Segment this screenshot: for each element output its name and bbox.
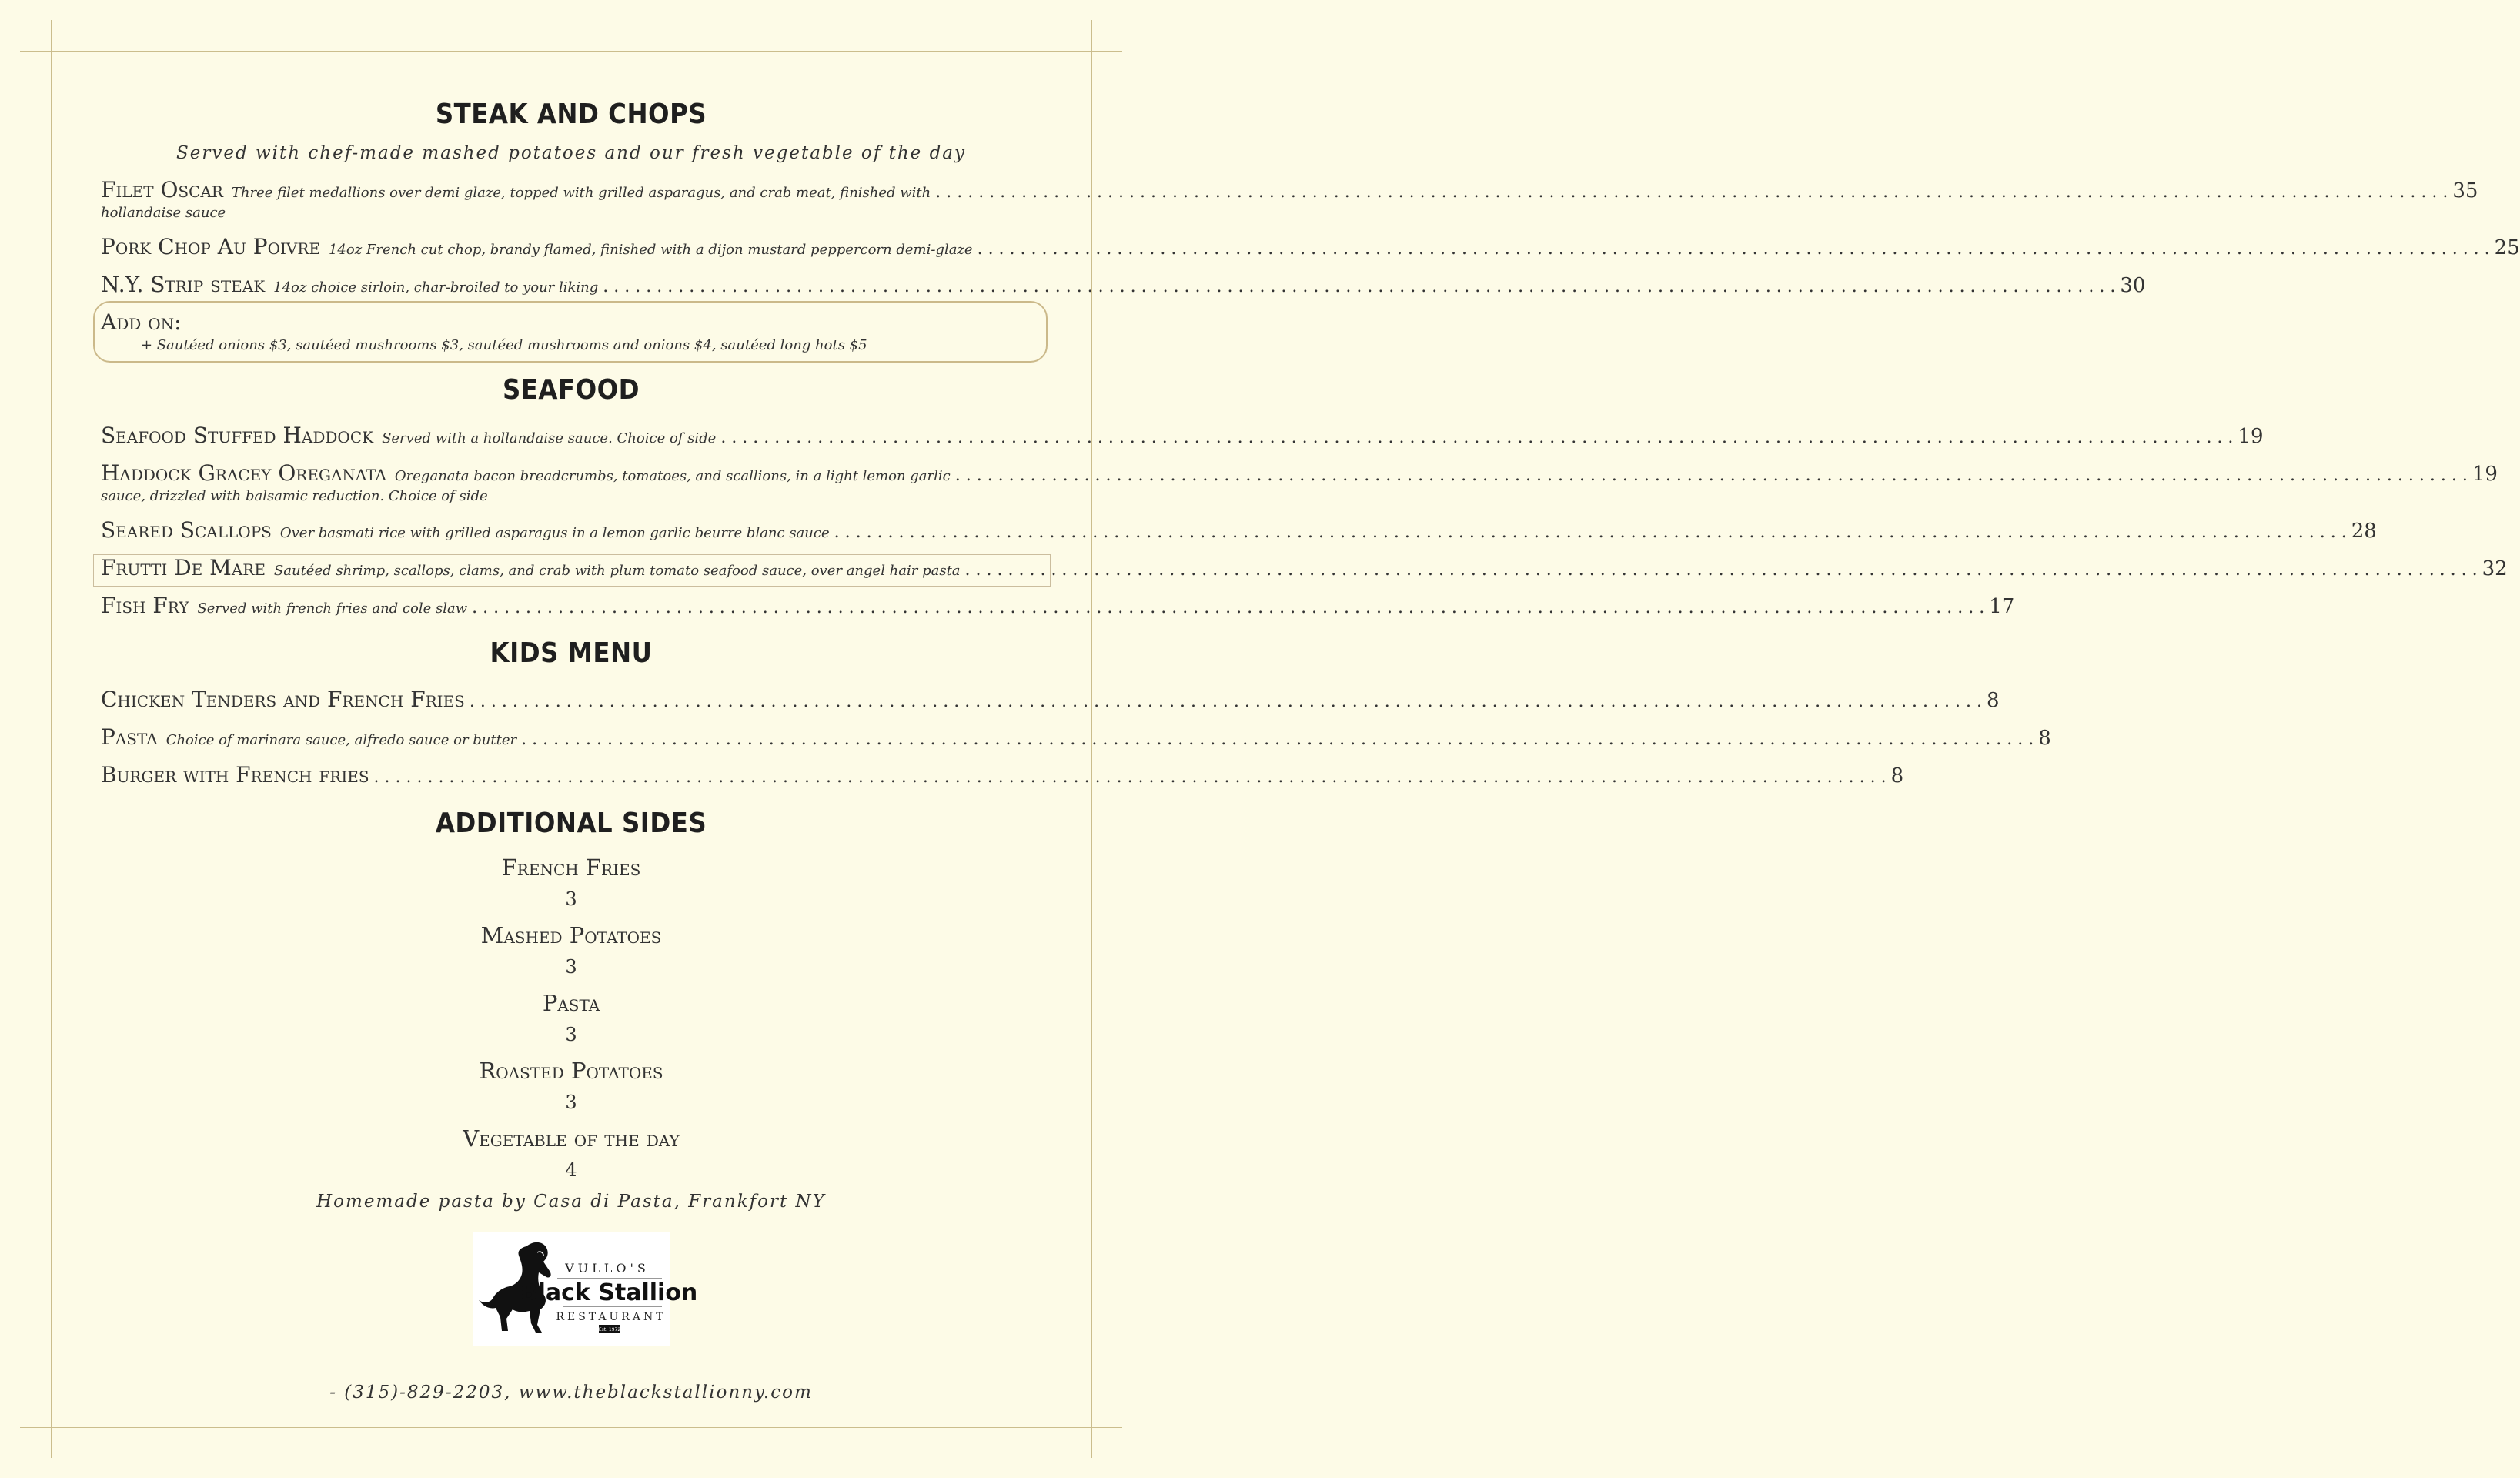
side-item bbox=[0, 1058, 1142, 1113]
item-price: 19 bbox=[2472, 463, 2498, 486]
item-price: 28 bbox=[2351, 520, 2377, 543]
item-description: 14oz French cut chop, brandy flamed, finished with a dijon mustard peppercorn demi-glaze bbox=[328, 242, 973, 258]
item-name: Haddock Gracey Oreganata bbox=[101, 460, 386, 486]
menu-item bbox=[101, 593, 2015, 618]
menu-item bbox=[101, 234, 2520, 259]
item-description-continued: sauce, drizzled with balsamic reduction. Choice of side bbox=[101, 488, 488, 504]
menu-item bbox=[101, 762, 1904, 787]
stallion-icon bbox=[473, 1232, 698, 1346]
item-price: 19 bbox=[2238, 425, 2264, 448]
item-name: Filet Oscar bbox=[101, 177, 223, 202]
item-description: Three filet medallions over demi glaze, topped with grilled asparagus, and crab meat, finished with bbox=[231, 185, 931, 201]
item-description: Served with a hollandaise sauce. Choice of side bbox=[382, 430, 717, 446]
dot-leader bbox=[978, 239, 2490, 259]
item-name: Fish Fry bbox=[101, 593, 189, 618]
menu-item bbox=[101, 177, 2478, 202]
side-item bbox=[0, 854, 1142, 910]
item-name: Pasta bbox=[101, 724, 158, 750]
dot-leader bbox=[720, 428, 2233, 447]
dot-leader bbox=[521, 730, 2034, 749]
addon-text: + Sautéed onions $3, sautéed mushrooms $3, sautéed mushrooms and onions $4, sautéed long hots $5 bbox=[141, 337, 867, 353]
side-price: 3 bbox=[565, 956, 577, 978]
side-item bbox=[0, 922, 1142, 978]
item-price: 8 bbox=[1890, 764, 1904, 787]
item-description-continued: hollandaise sauce bbox=[101, 205, 226, 221]
side-item bbox=[0, 1125, 1142, 1181]
item-price: 17 bbox=[1989, 595, 2015, 618]
addon-box bbox=[93, 301, 1048, 363]
side-name: Pasta bbox=[542, 990, 600, 1016]
side-name: French Fries bbox=[501, 854, 641, 881]
section-title-seafood: SEAFOOD bbox=[502, 374, 640, 406]
item-description: Oreganata bacon breadcrumbs, tomatoes, and scallions, in a light lemon garlic bbox=[394, 468, 951, 484]
dot-leader bbox=[470, 692, 1982, 711]
svg-text:Est. 1972: Est. 1972 bbox=[598, 1327, 621, 1333]
top-border-line bbox=[20, 51, 1122, 52]
side-price: 3 bbox=[565, 888, 577, 910]
restaurant-logo bbox=[473, 1232, 698, 1346]
item-price: 8 bbox=[1986, 689, 2000, 712]
item-name: Seafood Stuffed Haddock bbox=[101, 423, 374, 448]
side-price: 3 bbox=[565, 1024, 577, 1045]
menu-item bbox=[101, 423, 2264, 448]
menu-item bbox=[101, 555, 2508, 580]
side-price: 3 bbox=[565, 1092, 577, 1113]
svg-text:Black Stallion: Black Stallion bbox=[520, 1279, 698, 1306]
item-description: Over basmati rice with grilled asparagus in a lemon garlic beurre blanc sauce bbox=[279, 525, 830, 541]
item-price: 25 bbox=[2494, 236, 2520, 259]
menu-item bbox=[101, 272, 2146, 297]
item-name: Burger with French fries bbox=[101, 762, 369, 787]
side-name: Mashed Potatoes bbox=[480, 922, 662, 948]
section-title-steak: STEAK AND CHOPS bbox=[435, 99, 707, 130]
menu-item bbox=[101, 687, 2000, 712]
item-description: Sautéed shrimp, scallops, clams, and crab with plum tomato seafood sauce, over angel hair pasta bbox=[273, 563, 961, 579]
item-description: Choice of marinara sauce, alfredo sauce or butter bbox=[165, 732, 517, 748]
side-item bbox=[0, 990, 1142, 1045]
side-name: Vegetable of the day bbox=[463, 1125, 680, 1152]
dot-leader bbox=[603, 277, 2115, 296]
side-price: 4 bbox=[565, 1159, 577, 1181]
section-title-sides: ADDITIONAL SIDES bbox=[435, 808, 707, 839]
item-name: Seared Scallops bbox=[101, 517, 272, 543]
left-border-line bbox=[51, 20, 52, 1458]
section-title-kids: KIDS MENU bbox=[490, 637, 653, 669]
item-name: Pork Chop Au Poivre bbox=[101, 234, 320, 259]
item-price: 35 bbox=[2452, 179, 2478, 202]
item-name: Chicken Tenders and French Fries bbox=[101, 687, 465, 712]
svg-text:RESTAURANT: RESTAURANT bbox=[556, 1311, 667, 1323]
item-price: 30 bbox=[2120, 274, 2146, 297]
menu-item bbox=[101, 517, 2377, 543]
dot-leader bbox=[955, 466, 2468, 485]
section-subtitle-steak: Served with chef-made mashed potatoes and our fresh vegetable of the day bbox=[175, 143, 967, 163]
contact-info: - (315)-829-2203, www.theblackstallionny.com bbox=[329, 1383, 813, 1403]
dot-leader bbox=[834, 523, 2347, 542]
dot-leader bbox=[472, 598, 1984, 617]
dot-leader bbox=[374, 767, 1887, 787]
menu-item bbox=[101, 724, 2051, 750]
pasta-note: Homemade pasta by Casa di Pasta, Frankfort NY bbox=[316, 1192, 826, 1212]
item-name: N.Y. Strip steak bbox=[101, 272, 266, 297]
dot-leader bbox=[935, 182, 2448, 202]
bottom-border-line bbox=[20, 1427, 1122, 1428]
item-description: 14oz choice sirloin, char-broiled to your liking bbox=[273, 279, 599, 296]
addon-title: Add on: bbox=[101, 309, 182, 335]
svg-text:VULLO'S: VULLO'S bbox=[565, 1261, 650, 1276]
item-price: 32 bbox=[2482, 557, 2508, 580]
item-price: 8 bbox=[2038, 727, 2051, 750]
item-description: Served with french fries and cole slaw bbox=[197, 600, 468, 617]
side-name: Roasted Potatoes bbox=[479, 1058, 663, 1084]
dot-leader bbox=[965, 560, 2478, 580]
menu-item bbox=[101, 460, 2498, 486]
item-name: Frutti De Mare bbox=[101, 555, 266, 580]
